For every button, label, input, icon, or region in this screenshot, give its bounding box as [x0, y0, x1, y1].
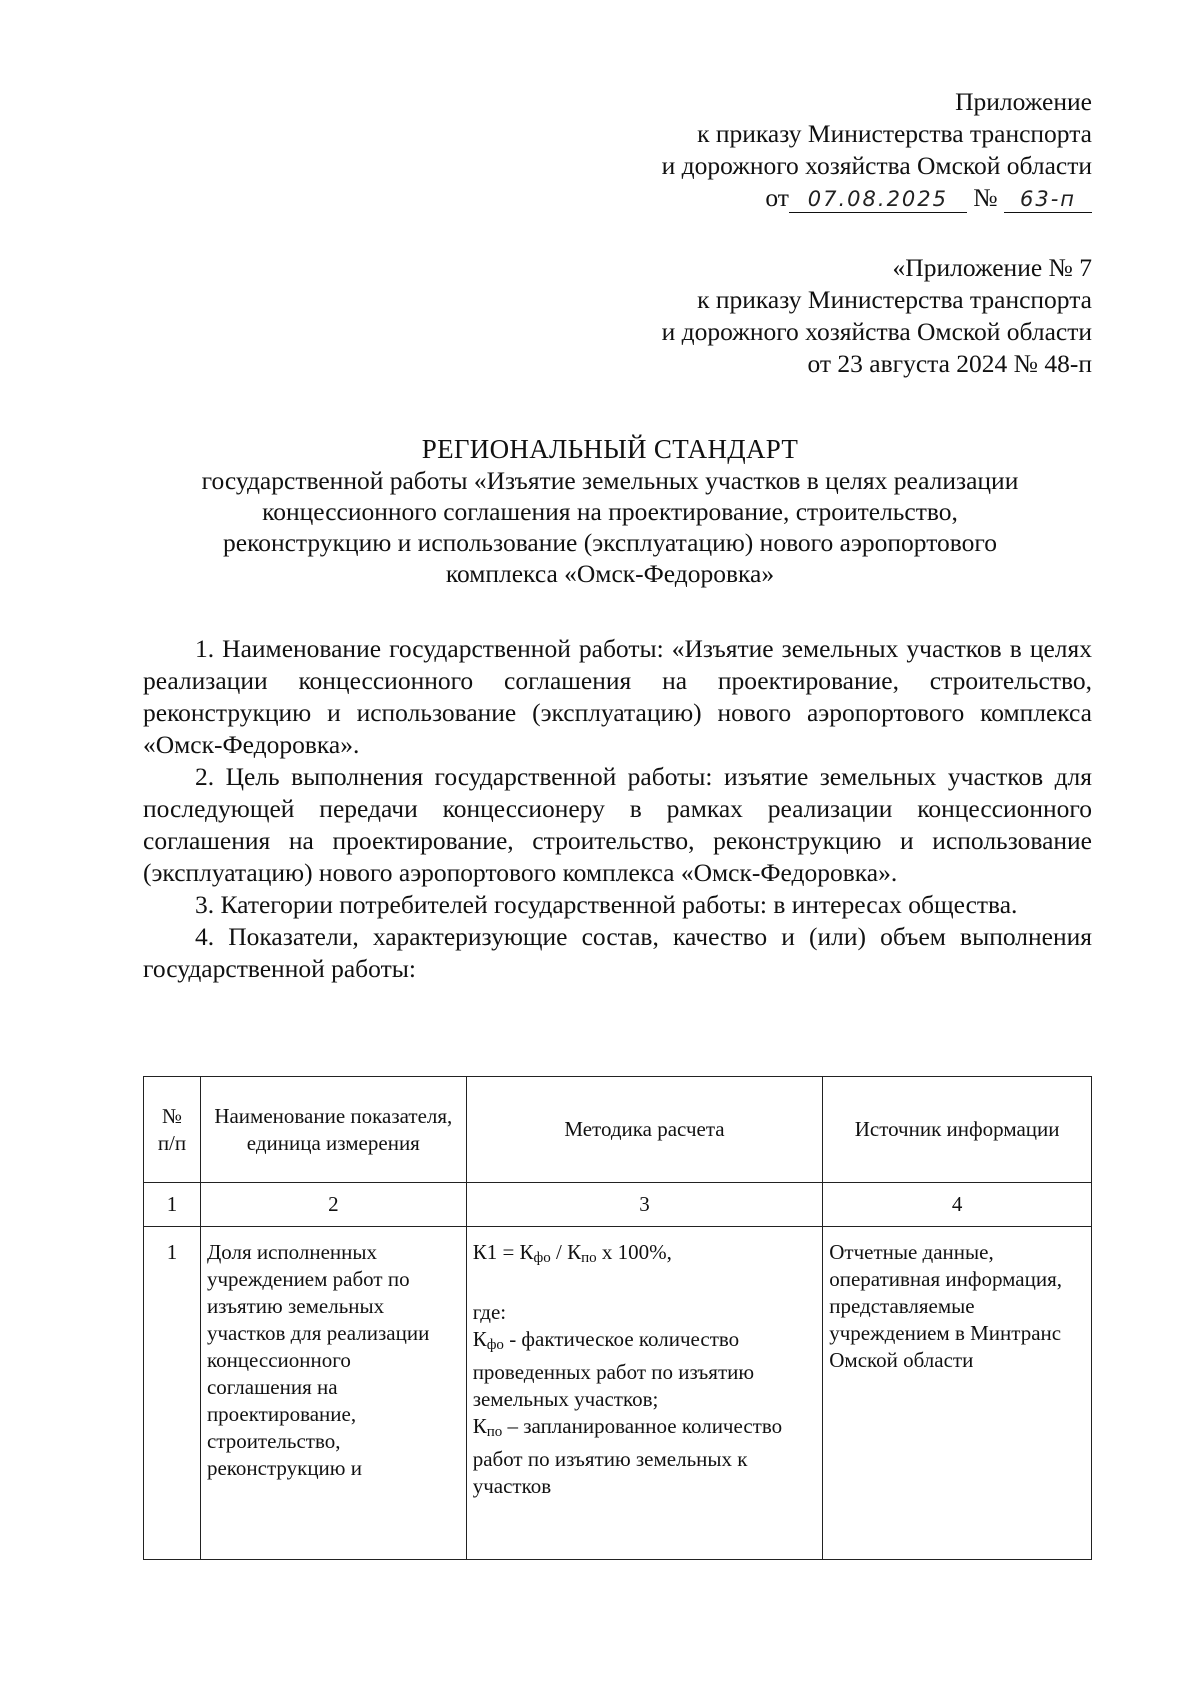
approval-line-1: Приложение: [955, 87, 1092, 116]
def2-k: К: [472, 1414, 487, 1438]
def2-text: – запланированное количество работ по изъятию земельных к участков: [472, 1414, 783, 1498]
table-header-row: [144, 1077, 1092, 1183]
number-sign: №: [973, 183, 998, 212]
indicators-table: [143, 1076, 1092, 1560]
calculation-formula: [466, 1227, 823, 1560]
title-line-4: комплекса «Омск-Федоровка»: [445, 559, 775, 588]
formula-where: где:: [472, 1300, 507, 1324]
def1-k: К: [472, 1327, 487, 1351]
row-number: 1: [144, 1227, 201, 1560]
body-paragraphs: [143, 633, 1092, 985]
approval-stamp-block: [472, 86, 1092, 214]
def1-text: - фактическое количество проведенных работ по изъятию земельных участков;: [472, 1327, 755, 1411]
paragraph-1: 1. Наименование государственной работы: «Изъятие земельных участков в целях реализации концессионного соглашения на проектирование, строительство, реконструкцию и использование (эксплуатацию) нового аэропортового комплекса «Омск-Федоровка».: [143, 634, 1092, 759]
formula-tail: х 100%,: [596, 1240, 672, 1264]
paragraph-3: 3. Категории потребителей государственной работы: в интересах общества.: [195, 890, 1018, 919]
formula-div: / К: [550, 1240, 582, 1264]
appendix-reference-block: [472, 252, 1092, 380]
handwritten-number: 63-п: [1004, 186, 1092, 213]
def1-sub: фо: [486, 1337, 504, 1353]
header-indicator-name: Наименование показателя, единица измерения: [200, 1077, 466, 1183]
title-line-2: концессионного соглашения на проектирование, строительство,: [262, 497, 958, 526]
header-number: [144, 1077, 201, 1183]
def2-sub: по: [486, 1424, 503, 1440]
formula-sub-po: по: [581, 1250, 597, 1266]
numbering-cell: 2: [200, 1183, 466, 1227]
title-line-1: государственной работы «Изъятие земельных участков в целях реализации: [201, 466, 1019, 495]
header-information-source: Источник информации: [823, 1077, 1092, 1183]
paragraph-2: 2. Цель выполнения государственной работы: изъятие земельных участков для последующей передачи концессионеру в рамках реализации концессионного соглашения на проектирование, строительство, реконструкцию и использование (эксплуатацию) нового аэропортового комплекса «Омск-Федоровка».: [143, 762, 1092, 887]
table-row: [144, 1227, 1092, 1560]
approval-line-2: к приказу Министерства транспорта: [697, 119, 1092, 148]
document-title: [140, 434, 1080, 589]
approval-line-3: и дорожного хозяйства Омской области: [661, 151, 1092, 180]
formula-sub-fo: фо: [533, 1250, 551, 1266]
numbering-cell: 3: [466, 1183, 823, 1227]
title-line-3: реконструкцию и использование (эксплуатацию) нового аэропортового: [223, 528, 997, 557]
paragraph-4: 4. Показатели, характеризующие состав, качество и (или) объем выполнения государственной работы:: [143, 922, 1092, 983]
approval-date-line: [472, 182, 1092, 214]
appendix-line-1: «Приложение № 7: [892, 253, 1092, 282]
table-numbering-row: [144, 1183, 1092, 1227]
numbering-cell: 4: [823, 1183, 1092, 1227]
formula-k1: К1 = К: [472, 1240, 534, 1264]
header-number-pp: п/п: [157, 1130, 187, 1155]
title-main: РЕГИОНАЛЬНЫЙ СТАНДАРТ: [421, 434, 799, 464]
appendix-line-4: от 23 августа 2024 № 48-п: [807, 349, 1092, 378]
information-source: Отчетные данные, оперативная информация, представляемые учреждением в Минтранс Омской области: [823, 1227, 1092, 1560]
header-calculation-method: Методика расчета: [466, 1077, 823, 1183]
header-number-sign: №: [161, 1103, 182, 1128]
indicator-name: Доля исполненных учреждением работ по изъятию земельных участков для реализации концессионного соглашения на проектирование, строительство, реконструкцию и: [200, 1227, 466, 1560]
numbering-cell: 1: [144, 1183, 201, 1227]
handwritten-date: 07.08.2025: [789, 186, 967, 213]
appendix-line-3: и дорожного хозяйства Омской области: [661, 317, 1092, 346]
date-prefix: от: [765, 183, 789, 212]
appendix-line-2: к приказу Министерства транспорта: [697, 285, 1092, 314]
